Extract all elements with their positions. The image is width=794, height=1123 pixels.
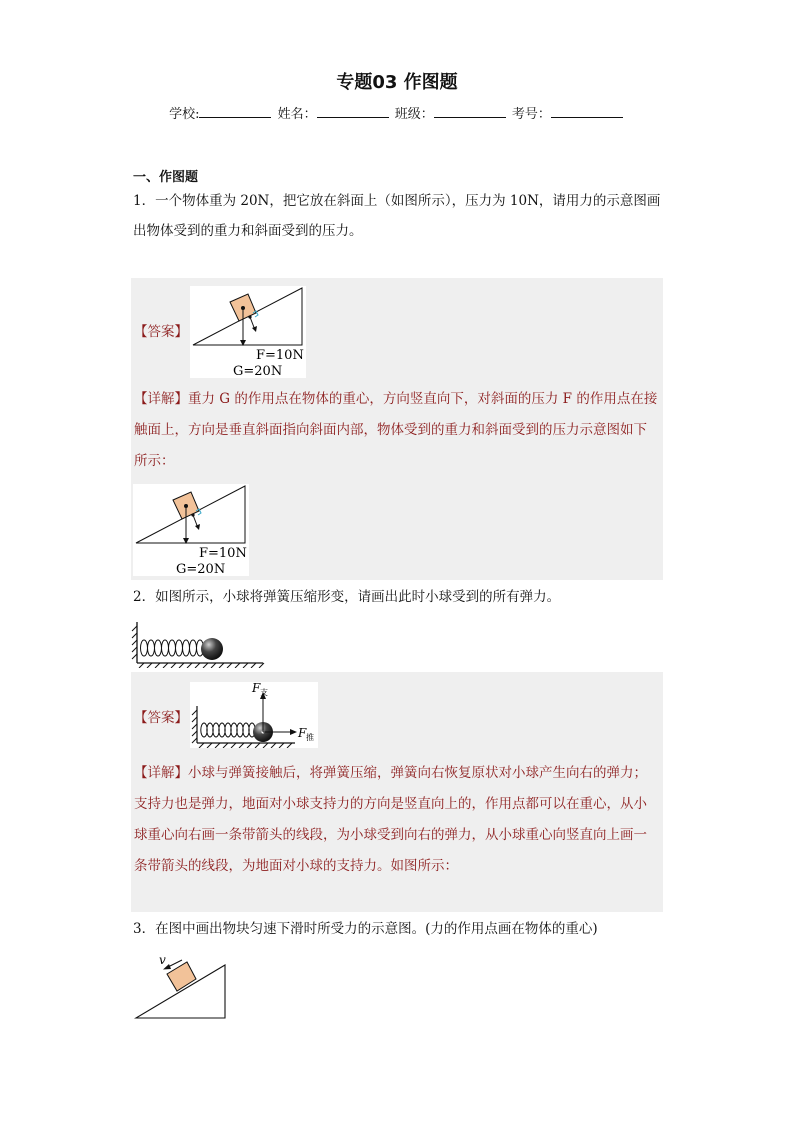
pressure-force-label: F=10N xyxy=(256,348,304,363)
gravity-force-label-2: G=20N xyxy=(176,562,226,576)
ball xyxy=(201,638,223,660)
spring-ball-diagram xyxy=(130,618,266,668)
school-blank[interactable] xyxy=(199,105,271,118)
detail-2 xyxy=(134,758,659,882)
class-label: 班级： xyxy=(394,107,434,122)
incline-force-diagram-1 xyxy=(190,286,306,378)
question-3-text: 3．在图中画出物块匀速下滑时所受力的示意图。(力的作用点画在物体的重心) xyxy=(133,921,598,937)
velocity-label: v xyxy=(159,953,166,967)
answer-box-1 xyxy=(131,278,663,580)
support-force-subscript: 支 xyxy=(260,688,268,697)
push-force-subscript: 推 xyxy=(306,733,314,742)
answer-tag-1: 【答案】 xyxy=(134,324,188,340)
question-2-text: 2．如图所示，小球将弹簧压缩形变，请画出此时小球受到的所有弹力。 xyxy=(133,589,561,605)
detail-tag-1: 【详解】 xyxy=(134,391,188,407)
push-force-label: F xyxy=(298,726,307,740)
name-label: 姓名： xyxy=(277,107,317,122)
number-label: 考号： xyxy=(511,107,551,122)
student-info-line xyxy=(0,103,794,122)
detail-text-2: 小球与弹簧接触后，将弹簧压缩，弹簧向右恢复原状对小球产生向右的弹力；支持力也是弹力，地面对小球支持力的方向是竖直向上的，作用点都可以在重心，从小球重心向右画一条带箭头的线段，为小球受到向右的弹力，从小球重心向竖直向上画一条带箭头的线段，为地面对小球的支持力。如图所示： xyxy=(134,765,647,874)
detail-text-1: 重力 G 的作用点在物体的重心，方向竖直向下，对斜面的压力 F 的作用点在接触面上，方向是垂直斜面指向斜面内部，物体受到的重力和斜面受到的压力示意图如下所示： xyxy=(134,391,658,469)
answer-box-2 xyxy=(131,672,663,912)
pressure-force-label-2: F=10N xyxy=(199,546,247,561)
detail-tag-2: 【详解】 xyxy=(134,765,188,781)
page-title: 专题03 作图题 xyxy=(336,72,458,93)
school-label: 学校: xyxy=(169,107,200,122)
incline-force-diagram-1-explained xyxy=(133,484,249,576)
detail-1 xyxy=(134,384,659,477)
section-heading: 一、作图题 xyxy=(133,170,199,185)
spring-ball-force-diagram xyxy=(190,682,318,748)
support-force-label: F xyxy=(252,682,261,695)
question-1-text: 1．一个物体重为 20N，把它放在斜面上（如图所示），压力为 10N，请用力的示意图画出物体受到的重力和斜面受到的压力。 xyxy=(133,193,661,239)
name-blank[interactable] xyxy=(317,105,389,118)
class-blank[interactable] xyxy=(434,105,506,118)
sliding-block-diagram xyxy=(132,950,230,1022)
number-blank[interactable] xyxy=(551,105,623,118)
answer-tag-2: 【答案】 xyxy=(134,710,188,726)
gravity-force-label: G=20N xyxy=(233,364,283,378)
